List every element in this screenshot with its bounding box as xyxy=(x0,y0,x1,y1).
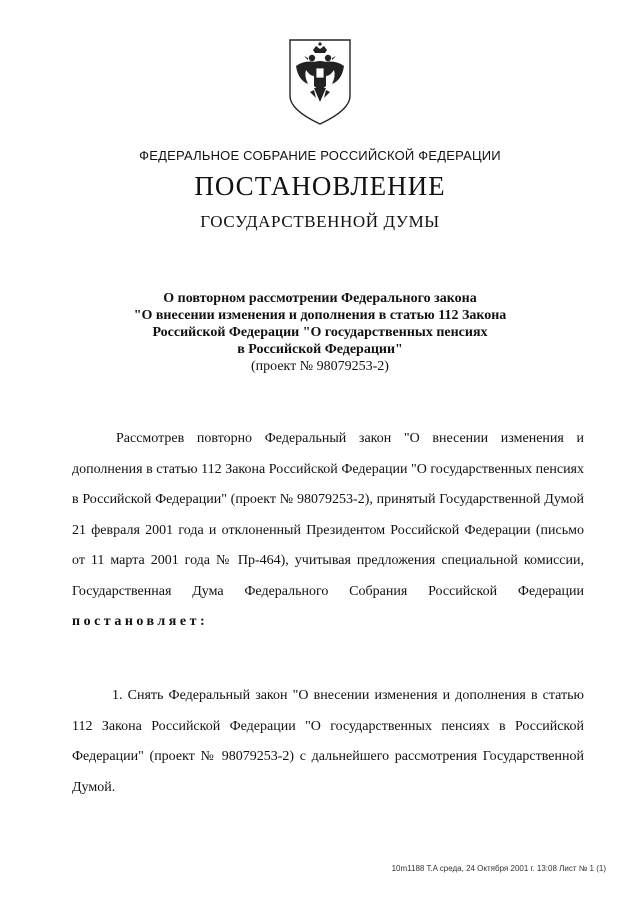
preamble-text: Рассмотрев повторно Федеральный закон "О внесении изменения и дополнения в статью 112 Закона Российской Федерации "О государственных пенсиях в Российской Федерации" (проект № 98079253-2), принятый Государственной Думой 21 февраля 2001 года и отклоненный Президентом Российской Федерации (письмо от 11 марта 2001 года № Пр-464), учитывая предложения специальной комиссии, Государственная Дума Федерального Собрания Российской Федерации xyxy=(72,431,584,599)
preamble-paragraph xyxy=(72,424,584,638)
subject-line-3: Российской Федерации "О государственных пенсиях xyxy=(152,325,488,340)
subject-line-1: О повторном рассмотрении Федерального закона xyxy=(163,291,477,306)
document-issuer-title: ГОСУДАРСТВЕННОЙ ДУМЫ xyxy=(200,212,440,231)
subject-line-2: "О внесении изменения и дополнения в статью 112 Закона xyxy=(133,308,507,323)
item-1-paragraph: 1. Снять Федеральный закон "О внесении изменения и дополнения в статью 112 Закона Российской Федерации "О государственных пенсиях в Российской Федерации" (проект № 98079253-2) с дальнейшего рассмотрения Государственной Думой. xyxy=(72,688,584,795)
footer-metadata: 10m1188 T.A среда, 24 Октября 2001 г. 13:08 Лист № 1 (1) xyxy=(391,864,606,873)
federal-assembly-heading: ФЕДЕРАЛЬНОЕ СОБРАНИЕ РОССИЙСКОЙ ФЕДЕРАЦИИ xyxy=(139,148,501,163)
document-subject xyxy=(0,290,640,375)
project-number: (проект № 98079253-2) xyxy=(251,359,389,374)
document-type-title: ПОСТАНОВЛЕНИЕ xyxy=(194,171,446,201)
resolves-word: постановляет: xyxy=(72,614,209,629)
subject-line-4: в Российской Федерации" xyxy=(237,342,403,357)
coat-of-arms-icon xyxy=(286,36,354,128)
